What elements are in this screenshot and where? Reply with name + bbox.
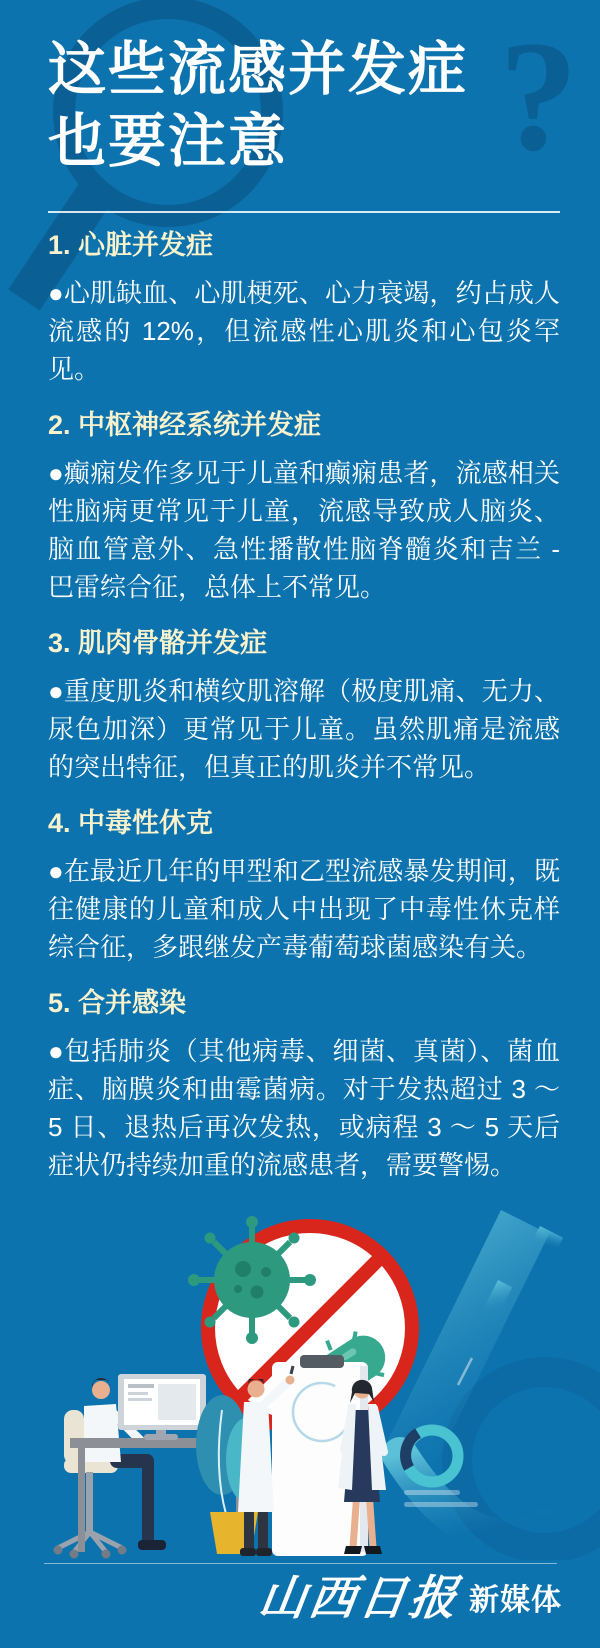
logo-script-text: 山西日报 (255, 1573, 463, 1625)
section-heading: 2. 中枢神经系统并发症 (48, 410, 322, 440)
question-mark-decor: ? (499, 9, 578, 184)
section-heading: 5. 合并感染 (48, 988, 187, 1018)
section-musculoskeletal (48, 628, 560, 786)
section-heading: 3. 肌肉骨骼并发症 (48, 628, 268, 658)
section-body: ●包括肺炎（其他病毒、细菌、真菌）、菌血症、脑膜炎和曲霉菌病。对于发热超过 3 ～ 5 日、退热后再次发热，或病程 3 ～ 5 天后症状仍持续加重的流感患者，需要警惕。 (48, 1036, 560, 1180)
section-body: ●心肌缺血、心肌梗死、心力衰竭，约占成人流感的 12%，但流感性心肌炎和心包炎罕见。 (48, 278, 560, 384)
section-body: ●在最近几年的甲型和乙型流感暴发期间，既往健康的儿童和成人中出现了中毒性休克样综合征，多跟继发产毒葡萄球菌感染有关。 (48, 856, 560, 962)
section-body: ●重度肌炎和横纹肌溶解（极度肌痛、无力、尿色加深）更常见于儿童。虽然肌痛是流感的突出特征，但真正的肌炎并不常见。 (48, 676, 560, 782)
section-body: ●癫痫发作多见于儿童和癫痫患者，流感相关性脑病更常见于儿童，流感导致成人脑炎、脑血管意外、急性播散性脑脊髓炎和吉兰 - 巴雷综合征，总体上不常见。 (48, 458, 560, 602)
doctors-lab-illustration (0, 1160, 600, 1560)
footer-divider (44, 1563, 557, 1564)
section-coinfection (48, 988, 560, 1184)
section-heading: 1. 心脏并发症 (48, 230, 214, 260)
sections-list (48, 230, 560, 1192)
title-divider (48, 211, 560, 213)
logo-suffix-text: 新媒体 (469, 1583, 562, 1617)
virus-icon (188, 1216, 316, 1344)
section-heading: 4. 中毒性休克 (48, 808, 214, 838)
section-toxic-shock (48, 808, 560, 966)
page-title (48, 34, 528, 178)
page-title-line1: 这些流感并发症 (48, 37, 469, 102)
page-title-line2: 也要注意 (48, 108, 289, 174)
publisher-logo (255, 1573, 562, 1626)
section-cns (48, 410, 560, 606)
section-heart (48, 230, 560, 388)
